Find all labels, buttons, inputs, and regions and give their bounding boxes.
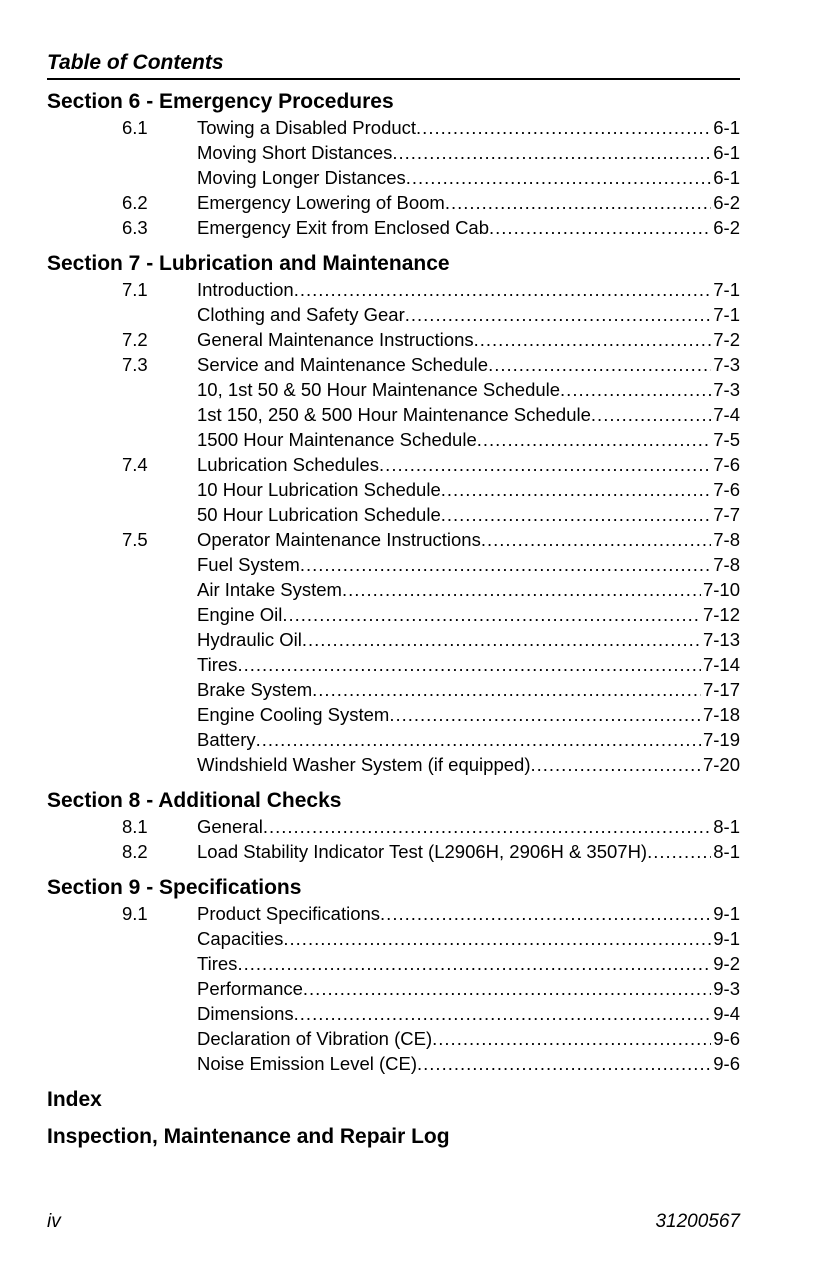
toc-subentry[interactable] xyxy=(47,926,740,951)
entry-title: Air Intake System xyxy=(197,579,342,600)
toc-subentry[interactable] xyxy=(47,502,740,527)
dot-leader xyxy=(282,602,701,627)
dot-leader xyxy=(256,727,701,752)
toc-subentry[interactable] xyxy=(47,1001,740,1026)
toc-entry[interactable] xyxy=(47,277,740,302)
toc-section xyxy=(47,251,740,777)
entry-page: 9-4 xyxy=(713,1003,740,1024)
dot-leader xyxy=(237,951,711,976)
entry-title: Moving Short Distances xyxy=(197,142,393,163)
toc-entry[interactable] xyxy=(47,452,740,477)
page-header xyxy=(47,50,740,80)
toc-entry[interactable] xyxy=(47,215,740,240)
entry-page: 9-3 xyxy=(713,978,740,999)
page-number: iv xyxy=(47,1211,61,1232)
entry-title: General Maintenance Instructions xyxy=(197,329,474,350)
toc-entry[interactable] xyxy=(47,901,740,926)
toc-subentry[interactable] xyxy=(47,1051,740,1076)
section-title[interactable]: Section 8 - Additional Checks xyxy=(47,789,342,812)
entry-page: 7-12 xyxy=(702,604,740,625)
entry-title: Dimensions xyxy=(197,1003,294,1024)
entry-page: 7-1 xyxy=(713,304,740,325)
section-title[interactable]: Inspection, Maintenance and Repair Log xyxy=(47,1125,450,1148)
entry-title: Moving Longer Distances xyxy=(197,167,406,188)
entry-title: Service and Maintenance Schedule xyxy=(197,354,489,375)
section-title[interactable]: Section 7 - Lubrication and Maintenance xyxy=(47,252,450,275)
entry-title: Battery xyxy=(197,729,256,750)
toc-section xyxy=(47,875,740,1076)
dot-leader xyxy=(312,677,701,702)
entry-page: 8-1 xyxy=(713,816,740,837)
toc-entry[interactable] xyxy=(47,839,740,864)
dot-leader xyxy=(489,215,711,240)
entry-page: 7-1 xyxy=(713,279,740,300)
entry-title: 50 Hour Lubrication Schedule xyxy=(197,504,441,525)
dot-leader xyxy=(302,627,701,652)
toc-subentry[interactable] xyxy=(47,976,740,1001)
toc-subentry[interactable] xyxy=(47,165,740,190)
entry-number: 8.2 xyxy=(122,841,148,862)
dot-leader xyxy=(474,327,712,352)
entry-title: Engine Oil xyxy=(197,604,283,625)
dot-leader xyxy=(416,115,711,140)
entry-page: 7-3 xyxy=(713,379,740,400)
entry-page: 9-1 xyxy=(713,903,740,924)
toc-entry[interactable] xyxy=(47,814,740,839)
entry-title: Engine Cooling System xyxy=(197,704,390,725)
entry-title: 1st 150, 250 & 500 Hour Maintenance Schedule xyxy=(197,404,591,425)
toc-entry[interactable] xyxy=(47,352,740,377)
page-title: Table of Contents xyxy=(47,51,224,74)
dot-leader xyxy=(530,752,700,777)
toc-subentry[interactable] xyxy=(47,402,740,427)
toc-subentry[interactable] xyxy=(47,727,740,752)
entry-page: 7-20 xyxy=(702,754,740,775)
entry-page: 9-2 xyxy=(713,953,740,974)
entry-title: Clothing and Safety Gear xyxy=(197,304,405,325)
dot-leader xyxy=(417,1051,711,1076)
toc-subentry[interactable] xyxy=(47,951,740,976)
toc-subentry[interactable] xyxy=(47,1026,740,1051)
entry-page: 8-1 xyxy=(713,841,740,862)
toc-subentry[interactable] xyxy=(47,652,740,677)
entry-title: 1500 Hour Maintenance Schedule xyxy=(197,429,477,450)
dot-leader xyxy=(560,377,711,402)
entry-number: 6.2 xyxy=(122,192,148,213)
entry-page: 9-6 xyxy=(713,1028,740,1049)
dot-leader xyxy=(488,352,711,377)
dot-leader xyxy=(405,302,712,327)
entry-page: 7-3 xyxy=(713,354,740,375)
toc-entry[interactable] xyxy=(47,527,740,552)
entry-title: 10 Hour Lubrication Schedule xyxy=(197,479,441,500)
entry-title: Tires xyxy=(197,654,238,675)
entry-page: 7-5 xyxy=(713,429,740,450)
entry-number: 7.3 xyxy=(122,354,148,375)
entry-number: 7.1 xyxy=(122,279,148,300)
entry-page: 7-6 xyxy=(713,454,740,475)
table-of-contents xyxy=(47,89,740,1150)
section-title[interactable]: Index xyxy=(47,1088,102,1111)
entry-title: Capacities xyxy=(197,928,284,949)
section-title[interactable]: Section 6 - Emergency Procedures xyxy=(47,90,394,113)
toc-subentry[interactable] xyxy=(47,752,740,777)
dot-leader xyxy=(647,839,711,864)
entry-page: 7-18 xyxy=(702,704,740,725)
entry-page: 7-17 xyxy=(702,679,740,700)
dot-leader xyxy=(380,901,711,926)
dot-leader xyxy=(303,976,711,1001)
toc-subentry[interactable] xyxy=(47,377,740,402)
toc-entry[interactable] xyxy=(47,327,740,352)
dot-leader xyxy=(445,190,711,215)
entry-page: 9-1 xyxy=(713,928,740,949)
dot-leader xyxy=(263,814,711,839)
entry-page: 7-10 xyxy=(702,579,740,600)
dot-leader xyxy=(389,702,701,727)
entry-page: 7-2 xyxy=(713,329,740,350)
entry-number: 7.5 xyxy=(122,529,148,550)
entry-page: 6-2 xyxy=(713,217,740,238)
dot-leader xyxy=(237,652,701,677)
entry-page: 6-1 xyxy=(713,167,740,188)
entry-title: Lubrication Schedules xyxy=(197,454,380,475)
dot-leader xyxy=(300,552,711,577)
section-title[interactable]: Section 9 - Specifications xyxy=(47,876,302,899)
entry-page: 6-1 xyxy=(713,142,740,163)
entry-title: Hydraulic Oil xyxy=(197,629,302,650)
toc-subentry[interactable] xyxy=(47,552,740,577)
entry-page: 7-8 xyxy=(713,554,740,575)
entry-page: 6-1 xyxy=(713,117,740,138)
dot-leader xyxy=(294,277,712,302)
toc-subentry[interactable] xyxy=(47,677,740,702)
dot-leader xyxy=(294,1001,712,1026)
toc-entry[interactable] xyxy=(47,115,740,140)
dot-leader xyxy=(441,477,712,502)
entry-page: 7-8 xyxy=(713,529,740,550)
entry-title: General xyxy=(197,816,263,837)
entry-title: Performance xyxy=(197,978,303,999)
dot-leader xyxy=(392,140,711,165)
entry-title: Introduction xyxy=(197,279,294,300)
entry-page: 7-13 xyxy=(702,629,740,650)
entry-title: 10, 1st 50 & 50 Hour Maintenance Schedule xyxy=(197,379,561,400)
entry-page: 7-4 xyxy=(713,404,740,425)
entry-title: Tires xyxy=(197,953,238,974)
toc-subentry[interactable] xyxy=(47,602,740,627)
entry-title: Towing a Disabled Product xyxy=(197,117,417,138)
toc-subentry[interactable] xyxy=(47,140,740,165)
entry-title: Windshield Washer System (if equipped) xyxy=(197,754,531,775)
entry-number: 7.4 xyxy=(122,454,148,475)
entry-title: Fuel System xyxy=(197,554,300,575)
entry-title: Product Specifications xyxy=(197,903,381,924)
toc-subentry[interactable] xyxy=(47,302,740,327)
entry-page: 7-19 xyxy=(702,729,740,750)
entry-number: 7.2 xyxy=(122,329,148,350)
dot-leader xyxy=(406,165,712,190)
entry-title: Load Stability Indicator Test (L2906H, 2906H & 3507H) xyxy=(197,841,648,862)
dot-leader xyxy=(591,402,711,427)
entry-number: 9.1 xyxy=(122,903,148,924)
toc-subentry[interactable] xyxy=(47,627,740,652)
entry-page: 7-6 xyxy=(713,479,740,500)
entry-page: 9-6 xyxy=(713,1053,740,1074)
entry-title: Emergency Lowering of Boom xyxy=(197,192,445,213)
toc-subentry[interactable] xyxy=(47,427,740,452)
entry-page: 6-2 xyxy=(713,192,740,213)
entry-page: 7-7 xyxy=(713,504,740,525)
entry-title: Declaration of Vibration (CE) xyxy=(197,1028,433,1049)
entry-title: Emergency Exit from Enclosed Cab xyxy=(197,217,490,238)
toc-entry[interactable] xyxy=(47,190,740,215)
entry-page: 7-14 xyxy=(702,654,740,675)
dot-leader xyxy=(477,427,712,452)
toc-subentry[interactable] xyxy=(47,577,740,602)
toc-section xyxy=(47,89,740,240)
dot-leader xyxy=(432,1026,711,1051)
entry-number: 6.1 xyxy=(122,117,148,138)
dot-leader xyxy=(441,502,712,527)
dot-leader xyxy=(379,452,711,477)
entry-title: Noise Emission Level (CE) xyxy=(197,1053,418,1074)
entry-title: Brake System xyxy=(197,679,313,700)
dot-leader xyxy=(481,527,711,552)
toc-subentry[interactable] xyxy=(47,477,740,502)
entry-number: 6.3 xyxy=(122,217,148,238)
entry-title: Operator Maintenance Instructions xyxy=(197,529,481,550)
entry-number: 8.1 xyxy=(122,816,148,837)
toc-subentry[interactable] xyxy=(47,702,740,727)
dot-leader xyxy=(342,577,701,602)
dot-leader xyxy=(283,926,711,951)
toc-section xyxy=(47,788,740,864)
document-number: 31200567 xyxy=(655,1211,740,1232)
